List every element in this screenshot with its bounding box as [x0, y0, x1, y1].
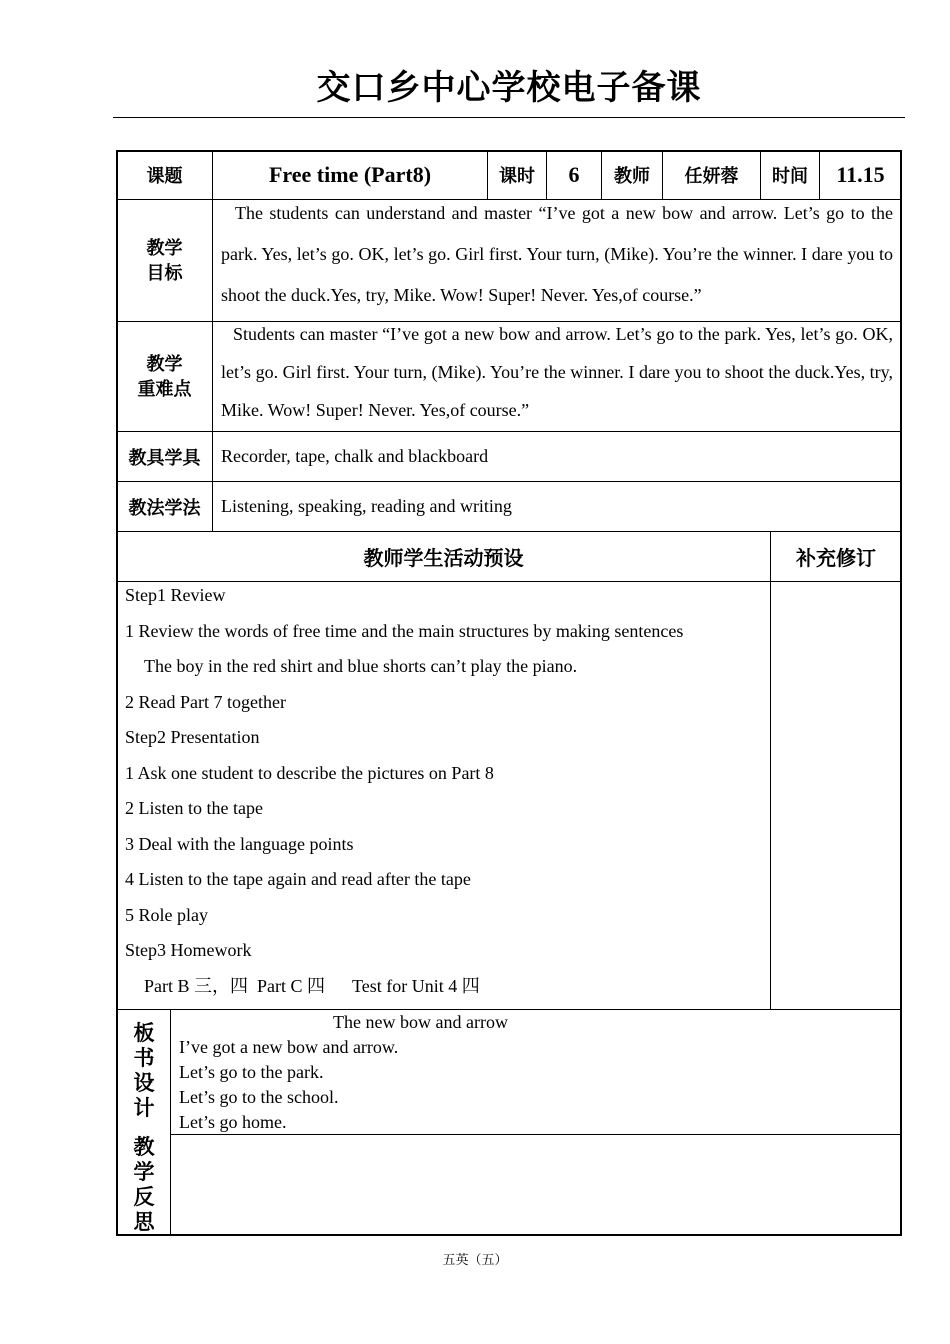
list-item: 1 Ask one student to describe the pictures on Part 8 — [125, 762, 494, 783]
tools-value: Recorder, tape, chalk and blackboard — [221, 446, 489, 466]
list-item: Part B 三，四 Part C 四 Test for Unit 4 四 — [144, 975, 480, 996]
board-label — [129, 1021, 159, 1121]
activity-steps — [125, 580, 765, 1006]
page-footer: 五英（五） — [442, 1253, 508, 1268]
board-line: I’ve got a new bow and arrow. — [179, 1037, 399, 1057]
reflection-label-char: 反 — [133, 1185, 155, 1209]
board-label-char: 设 — [133, 1071, 155, 1095]
reflection-label-char: 思 — [133, 1210, 155, 1234]
title-divider — [113, 117, 905, 118]
list-item: 1 Review the words of free time and the main structures by making sentences — [125, 620, 684, 641]
tools-label: 教具学具 — [128, 447, 201, 469]
keypoints-label-line2: 重难点 — [137, 378, 192, 400]
keypoints-text: Students can master “I’ve got a new bow and arrow. Let’s go to the park. Yes, let’s go. OK, let’s go. Girl first. Your turn, (Mike). You’re the winner. I dare you to shoot the duck.Yes, try, Mike. Wow! Super! Never. Yes,of course.” — [221, 324, 893, 420]
goals-label-line2: 目标 — [146, 262, 183, 284]
topic-value: Free time (Part8) — [268, 162, 432, 187]
board-heading: The new bow and arrow — [333, 1012, 508, 1032]
list-item: 2 Listen to the tape — [125, 798, 263, 818]
board-line: Let’s go to the park. — [179, 1062, 324, 1082]
list-item: Step2 Presentation — [125, 727, 260, 747]
supplement-header: 补充修订 — [796, 546, 876, 570]
col-divider — [770, 531, 771, 1009]
time-value: 11.15 — [836, 162, 885, 187]
time-label: 时间 — [772, 166, 808, 187]
activities-header: 教师学生活动预设 — [363, 546, 524, 570]
list-item: 2 Read Part 7 together — [125, 691, 286, 712]
board-design — [179, 1010, 894, 1135]
list-item: 4 Listen to the tape again and read after the tape — [125, 869, 471, 889]
hours-value: 6 — [568, 162, 580, 187]
topic-label: 课题 — [146, 166, 183, 187]
goals-label — [117, 200, 212, 321]
list-item: Step3 Homework — [125, 940, 252, 960]
goals-label-line1: 教学 — [146, 237, 183, 259]
list-item: Step1 Review — [125, 585, 226, 605]
board-label-char: 板 — [133, 1021, 155, 1045]
board-label-char: 书 — [133, 1046, 155, 1070]
hours-label: 课时 — [499, 166, 535, 187]
col-divider — [212, 151, 213, 531]
reflection-label-char: 教 — [133, 1135, 155, 1159]
keypoints-label — [117, 322, 212, 431]
reflection-label — [129, 1135, 159, 1235]
board-line: Let’s go home. — [179, 1112, 287, 1132]
methods-value: Listening, speaking, reading and writing — [221, 496, 512, 516]
board-line: Let’s go to the school. — [179, 1087, 339, 1107]
col-divider — [170, 1009, 171, 1235]
list-item: The boy in the red shirt and blue shorts can’t play the piano. — [144, 656, 578, 676]
teacher-label: 教师 — [614, 166, 650, 187]
list-item: 5 Role play — [125, 904, 208, 925]
goals-text: The students can understand and master “I’ve got a new bow and arrow. Let’s go to the park. Yes, let’s go. OK, let’s go. Girl first. Your turn, (Mike). You’re the winner. I dare you to shoot the duck.Yes, try, Mike. Wow! Super! Never. Yes,of course.” — [221, 203, 893, 305]
methods-label: 教法学法 — [128, 497, 201, 519]
reflection-label-char: 学 — [133, 1160, 155, 1184]
keypoints-label-line1: 教学 — [146, 353, 183, 375]
page-title: 交口乡中心学校电子备课 — [316, 68, 702, 108]
teacher-value: 任妍蓉 — [684, 166, 739, 187]
list-item: 3 Deal with the language points — [125, 833, 354, 854]
board-label-char: 计 — [133, 1096, 155, 1120]
